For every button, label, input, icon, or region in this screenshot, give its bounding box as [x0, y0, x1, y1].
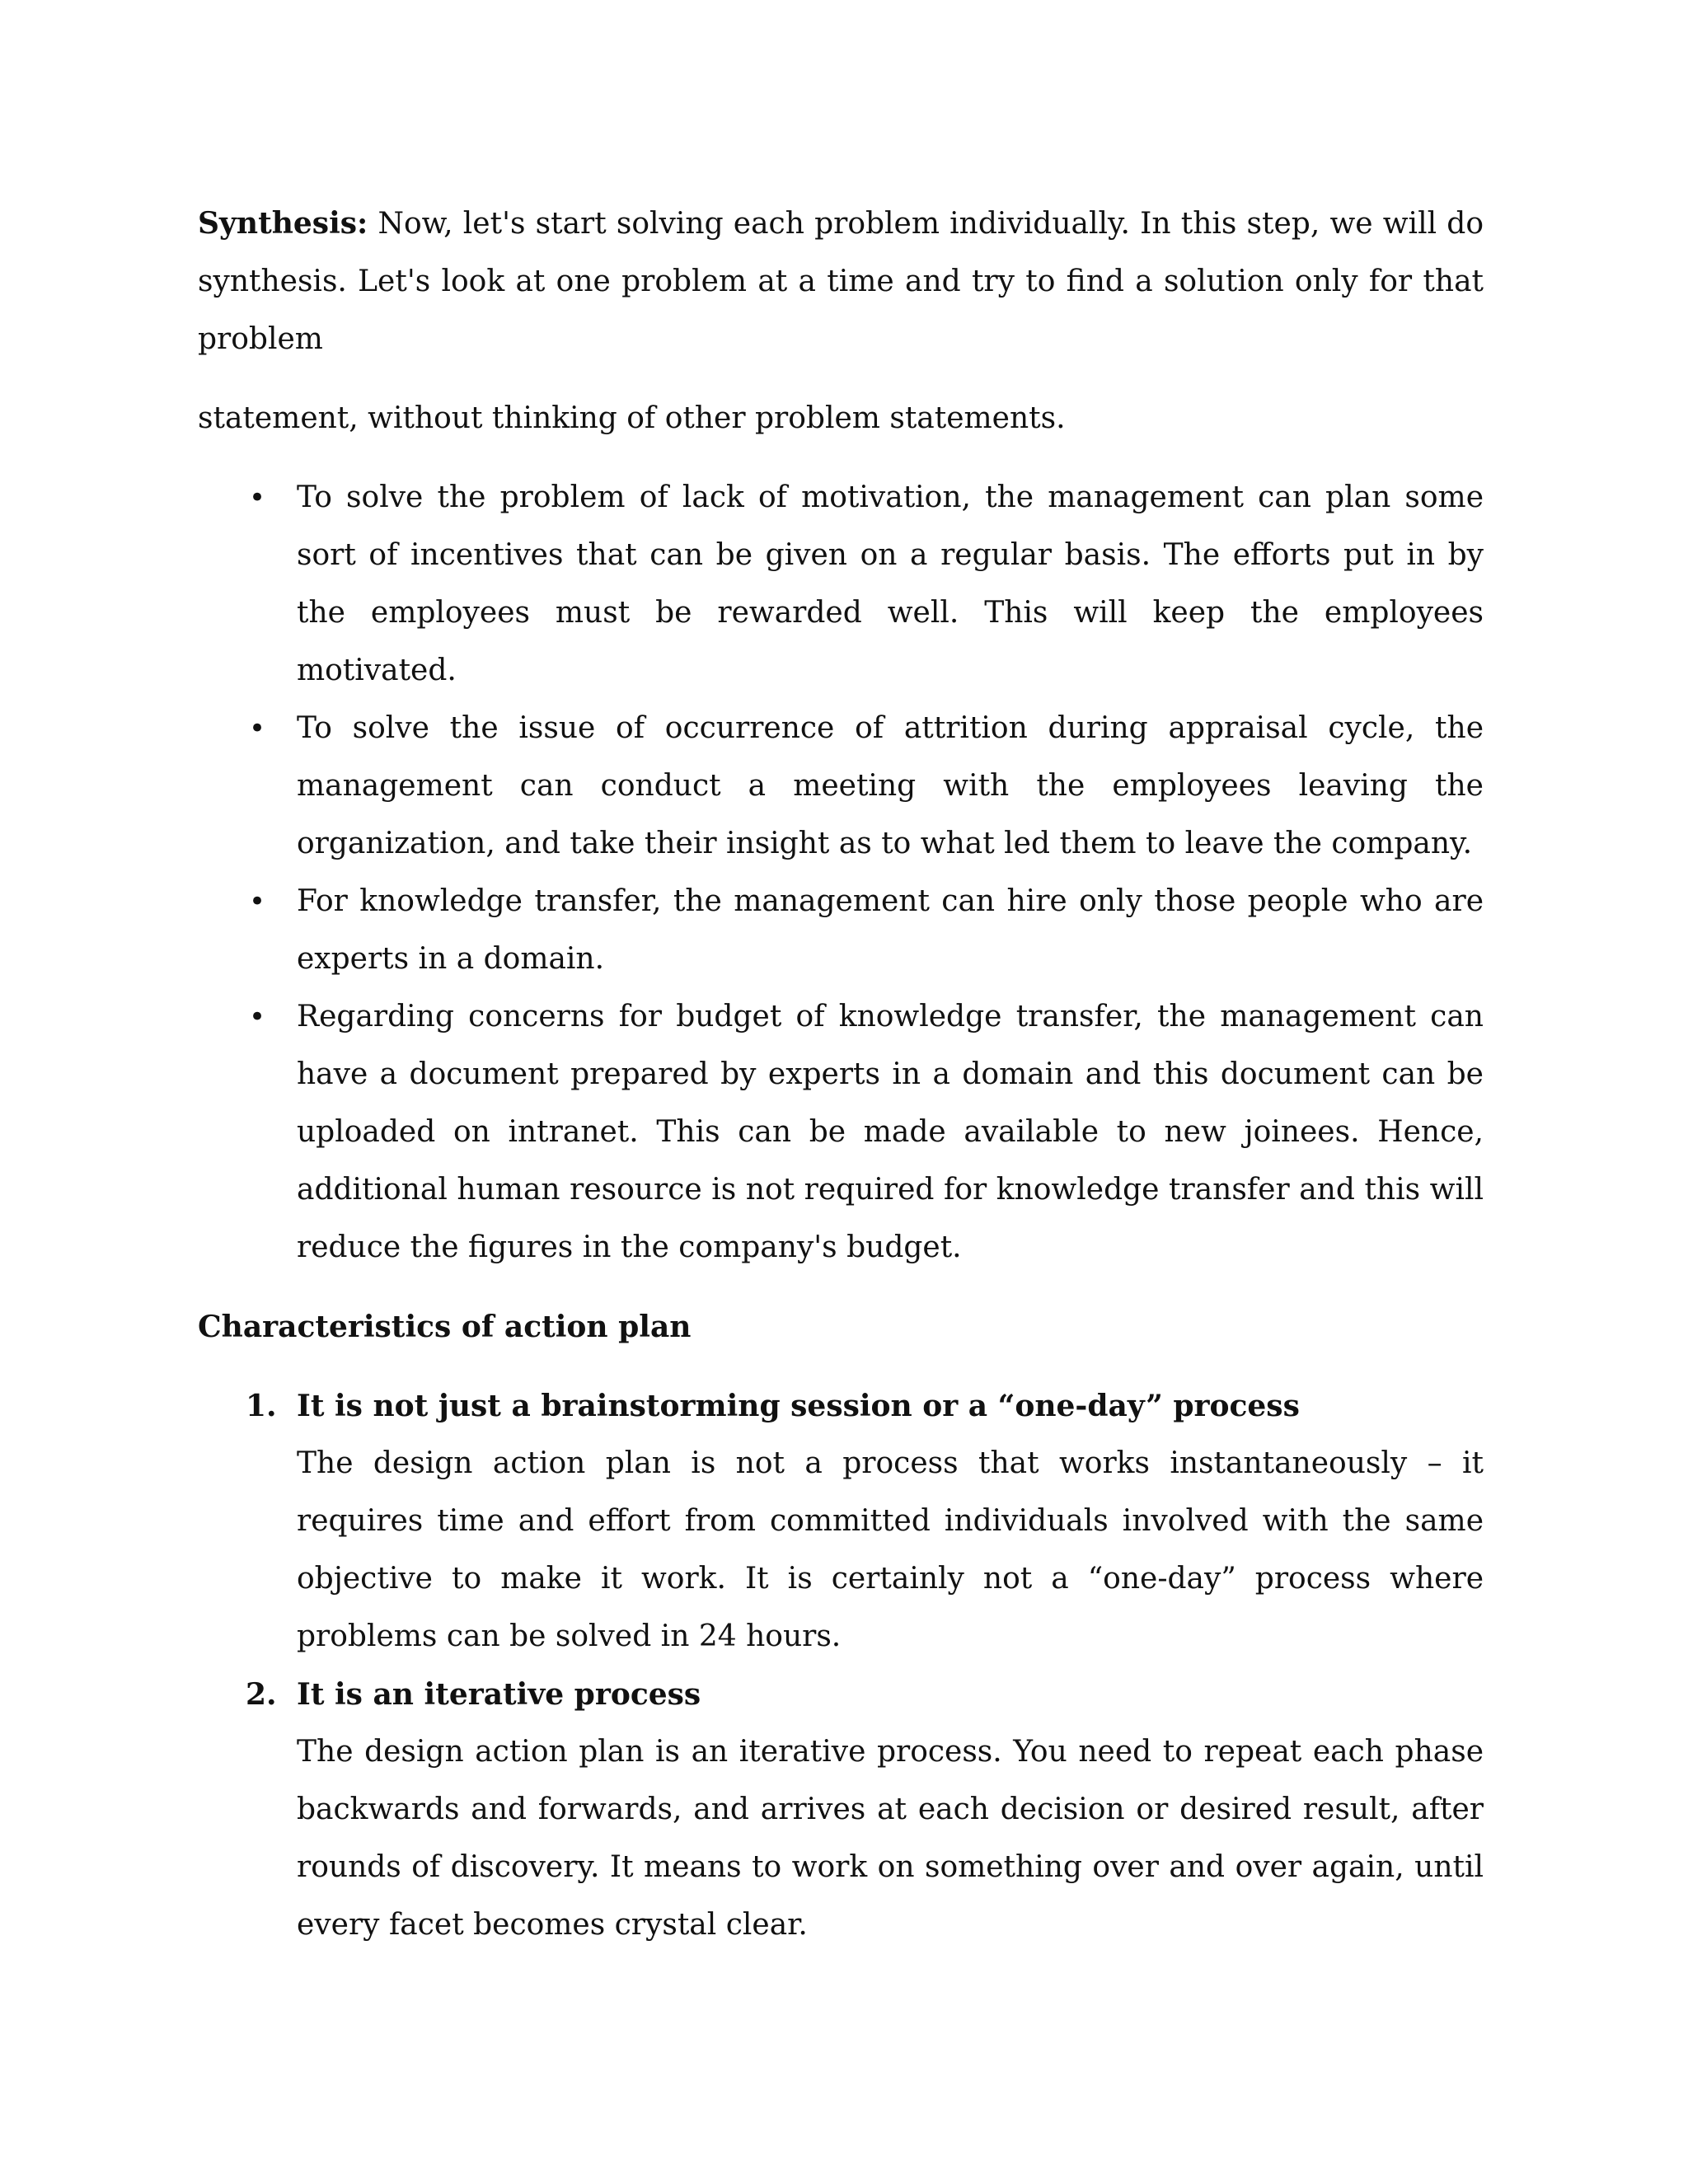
bullet-text: To solve the issue of occurrence of attrition during appraisal cycle, the management can conduct a meeting with the employees leaving the organization, and take their insight as to what led them to leave the company. — [297, 711, 1484, 860]
bullet-text: To solve the problem of lack of motivation, the management can plan some sort of incentives that can be given on a regular basis. The efforts put in by the employees must be rewarded well. This will keep the employees motivated. — [297, 480, 1484, 687]
bullet-item — [198, 873, 1484, 988]
bullet-marker: • — [249, 1001, 266, 1033]
item-number: 2. — [246, 1677, 277, 1712]
item-body: The design action plan is not a process that works instantaneously – it requires time and effort from committed individuals involved with the same objective to make it work. It is certainly not a “one-day” process where problems can be solved in 24 hours. — [297, 1446, 1484, 1653]
characteristics-numbered-list — [198, 1377, 1484, 1954]
bullet-text: For knowledge transfer, the management can hire only those people who are experts in a domain. — [297, 884, 1484, 976]
document-page — [198, 194, 1484, 1954]
item-body: The design action plan is an iterative process. You need to repeat each phase backwards and forwards, and arrives at each decision or desired result, after rounds of discovery. It means to work on something over and over again, until every facet becomes crystal clear. — [297, 1735, 1484, 1942]
bullet-marker: • — [249, 885, 266, 918]
numbered-item — [198, 1377, 1484, 1666]
item-title: It is an iterative process — [297, 1677, 701, 1712]
solution-bullet-list — [198, 469, 1484, 1277]
bullet-marker: • — [249, 712, 266, 745]
synthesis-text: Now, let's start solving each problem individually. In this step, we will do synthesis. Let's look at one problem at a time and try to find a solution only for that problem — [198, 207, 1484, 356]
section-heading: Characteristics of action plan — [198, 1310, 692, 1344]
bullet-item — [198, 988, 1484, 1277]
paragraph-gap — [198, 368, 1484, 390]
bullet-marker: • — [249, 481, 266, 514]
synthesis-text-continued: statement, without thinking of other problem statements. — [198, 401, 1066, 435]
item-number: 1. — [246, 1389, 277, 1423]
bullet-item — [198, 700, 1484, 873]
bullet-item — [198, 469, 1484, 700]
numbered-item — [198, 1666, 1484, 1954]
bullet-text: Regarding concerns for budget of knowledge transfer, the management can have a document prepared by experts in a domain and this document can be uploaded on intranet. This can be made available to new joinees. Hence, additional human resource is not required for knowledge transfer and this will reduce the figures in the company's budget. — [297, 1000, 1484, 1264]
synthesis-lead: Synthesis: — [198, 206, 368, 241]
item-title: It is not just a brainstorming session or a “one-day” process — [297, 1389, 1300, 1423]
synthesis-paragraph — [198, 194, 1484, 448]
